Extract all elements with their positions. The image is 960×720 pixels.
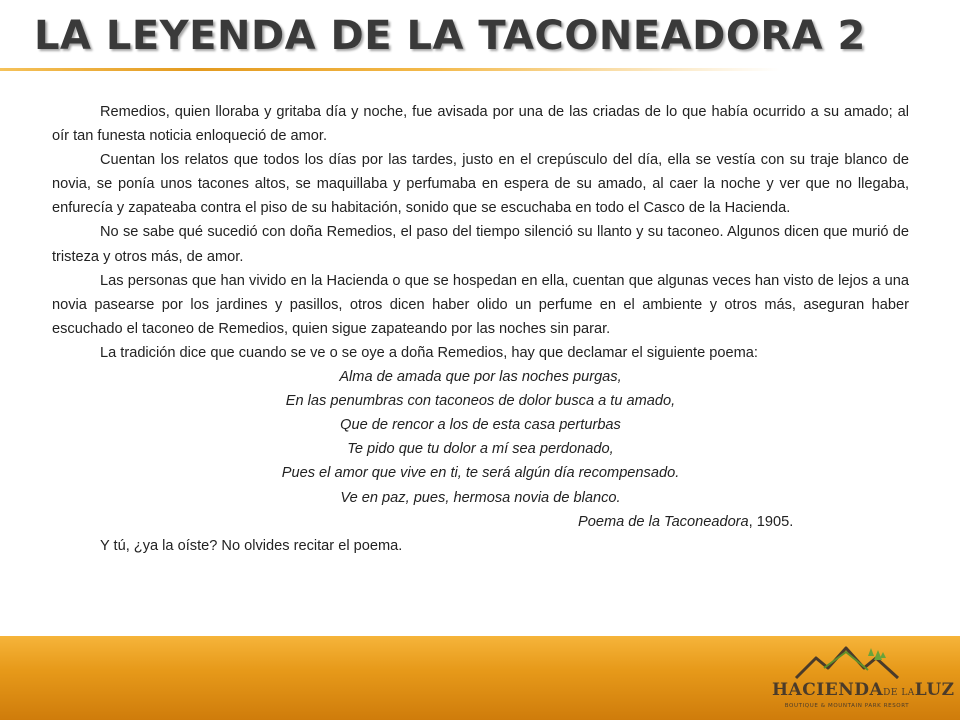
- logo-name-small: DE LA: [883, 688, 915, 698]
- poem-line: Pues el amor que vive en ti, te será algún día recompensado.: [281, 465, 680, 482]
- paragraph: La tradición dice que cuando se ve o se oye a doña Remedios, hay que declamar el siguiente poema:: [100, 344, 758, 361]
- hacienda-logo: [772, 646, 955, 716]
- logo-name-main: HACIENDA: [772, 680, 884, 700]
- closing-line: Y tú, ¿ya la oíste? No olvides recitar el poema.: [100, 537, 403, 554]
- poem-line: Alma de amada que por las noches purgas,: [339, 369, 622, 386]
- poem-line: Que de rencor a los de esta casa perturbas: [340, 417, 621, 434]
- logo-name: [772, 680, 955, 700]
- paragraph: No se sabe qué sucedió con doña Remedios, el paso del tiempo silenció su llanto y su taconeo. Algunos dicen que murió de tristeza y otros más, de amor.: [52, 224, 909, 265]
- poem-credit-year: , 1905.: [748, 513, 794, 530]
- poem-line: Ve en paz, pues, hermosa novia de blanco.: [340, 489, 621, 506]
- logo-name-end: LUZ: [914, 680, 955, 700]
- paragraph: Las personas que han vivido en la Hacienda o que se hospedan en ella, cuentan que algunas veces han visto de lejos a una novia pasearse por los jardines y pasillos, otros dicen haber olido un perfume en el ambiente y otros más, aseguran haber escuchado el taconeo de Remedios, quien sigue zapateando por las noches sin parar.: [52, 272, 909, 337]
- poem-credit: [52, 510, 909, 534]
- title-underline: [0, 68, 780, 71]
- poem-line: En las penumbras con taconeos de dolor busca a tu amado,: [285, 393, 676, 410]
- paragraph: Remedios, quien lloraba y gritaba día y noche, fue avisada por una de las criadas de lo que había ocurrido a su amado; al oír tan funesta noticia enloqueció de amor.: [52, 104, 909, 145]
- mountains-icon: [794, 646, 900, 680]
- poem-credit-title: Poema de la Taconeadora: [578, 513, 749, 530]
- poem-line: Te pido que tu dolor a mí sea perdonado,: [347, 441, 614, 458]
- logo-tagline: BOUTIQUE & MOUNTAIN PARK RESORT: [784, 703, 910, 709]
- slide-body: [52, 100, 909, 558]
- slide-title: LA LEYENDA DE LA TACONEADORA 2: [34, 13, 866, 59]
- footer-band: [0, 636, 960, 720]
- paragraph: Cuentan los relatos que todos los días por las tardes, justo en el crepúsculo del día, ella se vestía con su traje blanco de novia, se ponía unos tacones altos, se maquillaba y perfumaba en espera de su amado, al caer la noche y ver que no llegaba, enfurecía y zapateaba contra el piso de su habitación, sonido que se escuchaba en todo el Casco de la Hacienda.: [52, 152, 909, 217]
